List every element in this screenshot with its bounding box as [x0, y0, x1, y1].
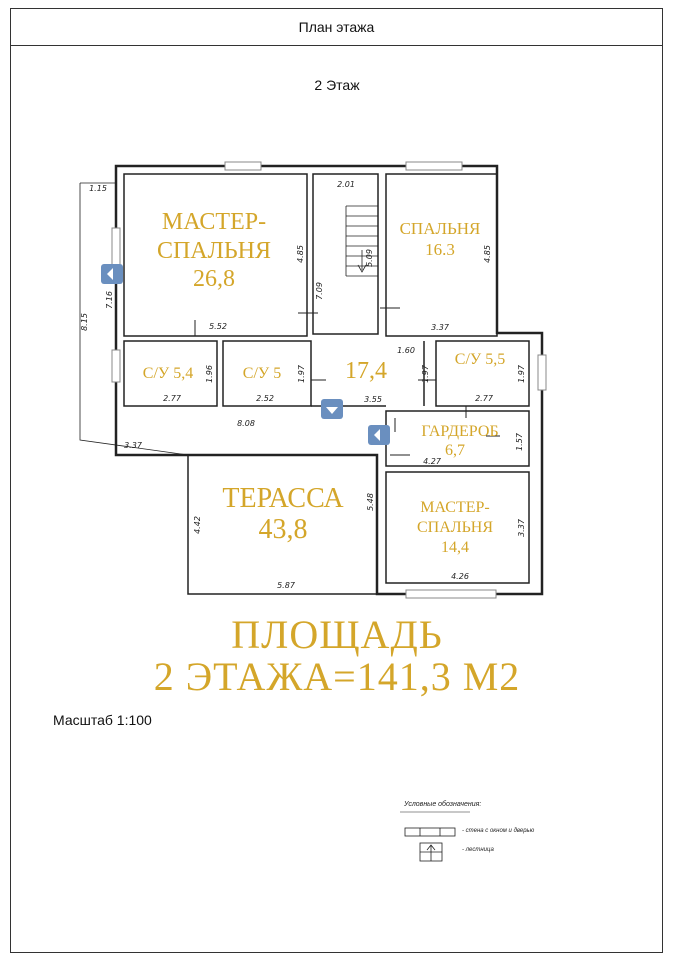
room-master1-line1: МАСТЕР- — [161, 209, 267, 235]
area-summary-line1: ПЛОЩАДЬ — [231, 612, 443, 657]
room-bath1-name: С/У 5,4 — [142, 365, 194, 382]
room-bath3-name: С/У 5,5 — [454, 351, 506, 368]
dim-label: 3.37 — [517, 519, 526, 537]
area-summary-line2: 2 ЭТАЖА=141,3 М2 — [153, 654, 521, 699]
legend-wall-label: - стена с окном и дверью — [462, 828, 535, 834]
dim-label: 5.52 — [209, 322, 227, 331]
entry-arrow-icons — [101, 264, 390, 445]
room-terrace-area: 43,8 — [258, 514, 308, 545]
legend-symbols — [400, 812, 470, 861]
legend-stairs-label: - лестница — [462, 847, 494, 853]
dim-label: 8.15 — [80, 313, 89, 331]
dim-label: 3.55 — [364, 395, 382, 404]
dim-label: 4.85 — [296, 245, 305, 263]
room-bed-area: 16.3 — [425, 240, 455, 259]
room-master2-line2: СПАЛЬНЯ — [416, 519, 494, 536]
room-master2-line1: МАСТЕР- — [420, 499, 490, 516]
dim-label: 2.77 — [475, 394, 493, 403]
dim-label: 1.96 — [205, 365, 214, 383]
dim-label: 5.48 — [366, 493, 375, 511]
room-bath2-name: С/У 5 — [242, 365, 282, 382]
dim-label: 3.37 — [431, 323, 449, 332]
header-title: План этажа — [298, 18, 375, 35]
dim-label: 4.42 — [193, 516, 202, 534]
dim-label: 1.60 — [397, 346, 415, 355]
room-bed-name: СПАЛЬНЯ — [399, 219, 481, 238]
dim-label: 7.09 — [315, 282, 324, 300]
wall-window-door-icon — [405, 828, 455, 836]
room-wardrobe-area: 6,7 — [445, 442, 465, 459]
dim-label: 1.97 — [297, 365, 306, 383]
room-master2-area: 14,4 — [441, 539, 469, 556]
dim-label: 1.97 — [517, 365, 526, 383]
room-wardrobe-name: ГАРДЕРОБ — [421, 423, 499, 440]
dim-label: 3.37 — [124, 441, 142, 450]
dim-label: 7.16 — [105, 291, 114, 309]
dim-label: 2.01 — [337, 180, 355, 189]
dim-label: 8.08 — [237, 419, 255, 428]
dim-label: 4.85 — [483, 245, 492, 263]
dim-label: 4.26 — [451, 572, 469, 581]
dim-label: 4.27 — [423, 457, 441, 466]
dim-label: 1.15 — [89, 184, 107, 193]
room-terrace-name: ТЕРАССА — [222, 483, 344, 514]
dim-label: 5.87 — [277, 581, 295, 590]
scale-label: Масштаб 1:100 — [53, 712, 152, 728]
floor-label: 2 Этаж — [314, 77, 360, 93]
legend-title: Условные обозначения: — [404, 801, 482, 808]
dim-label: 1.57 — [515, 433, 524, 451]
dim-label: 1.97 — [421, 365, 430, 383]
dim-label: 2.77 — [163, 394, 181, 403]
dim-label: 2.52 — [256, 394, 274, 403]
room-labels — [143, 209, 505, 556]
room-master1-line2: СПАЛЬНЯ — [156, 238, 272, 264]
dim-label: 5.09 — [365, 249, 374, 267]
room-master1-area: 26,8 — [193, 266, 235, 292]
room-hall-area: 17,4 — [345, 358, 387, 384]
